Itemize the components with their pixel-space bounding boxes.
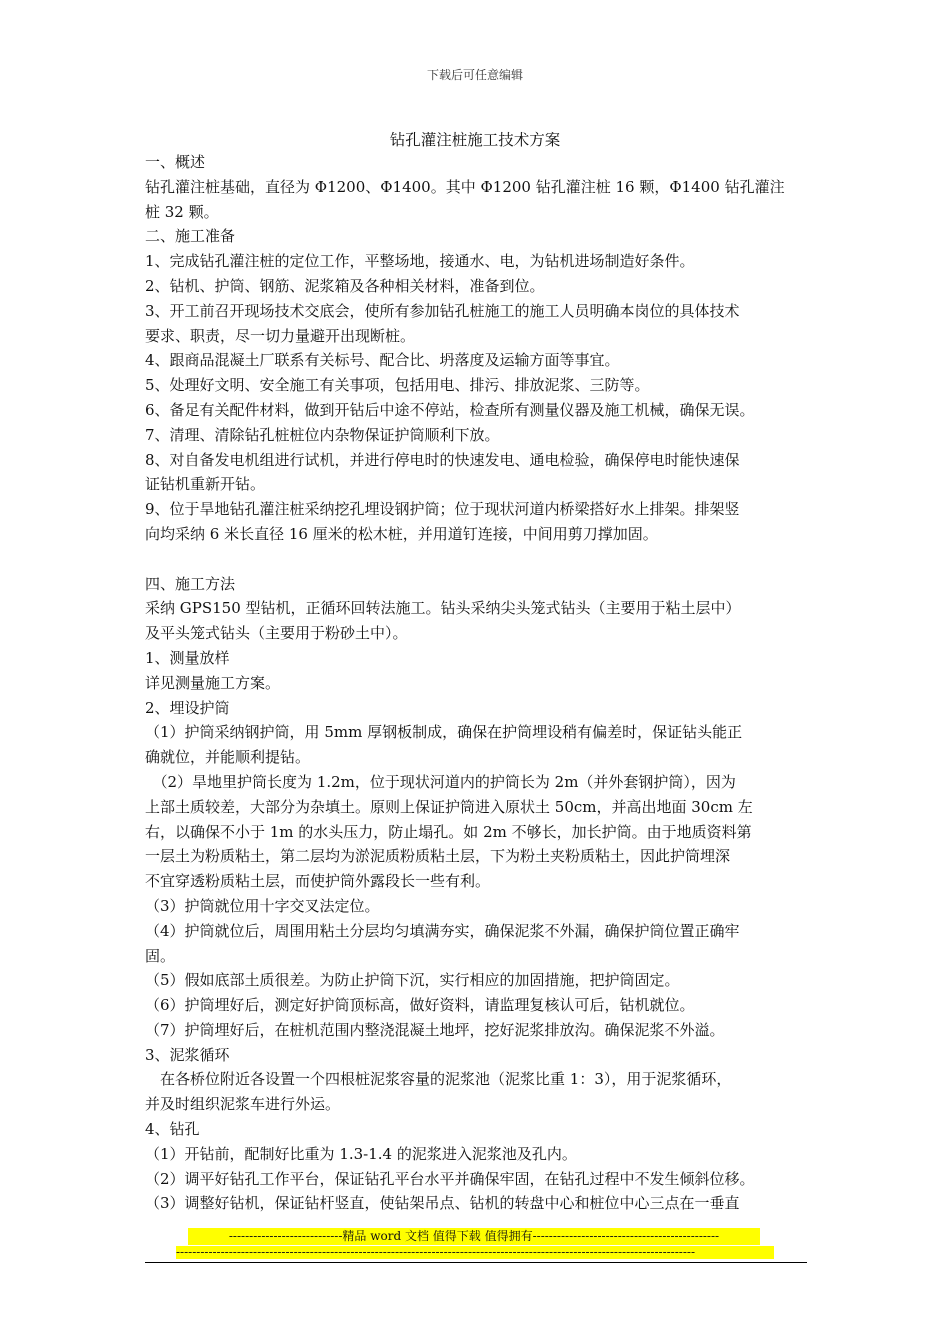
body-line: （6）护筒埋好后，测定好护筒顶标高，做好资料，请监理复核认可后，钻机就位。 (145, 996, 695, 1015)
body-line: （5）假如底部土质很差。为防止护筒下沉，实行相应的加固措施，把护筒固定。 (145, 971, 680, 990)
document-body (145, 150, 817, 1216)
body-line: 3、泥浆循环 (145, 1045, 230, 1064)
body-line: 证钻机重新开钻。 (145, 475, 266, 494)
body-line: （2）旱地里护筒长度为 1.2m，位于现状河道内的护筒长为 2m（并外套钢护筒），因为 (145, 772, 736, 791)
body-line: 要求、职责，尽一切力量避开出现断桩。 (145, 326, 416, 345)
document-title: 钻孔灌注桩施工技术方案 (389, 131, 561, 149)
body-line: 一层土为粉质粘土，第二层均为淤泥质粉质粘土层，下为粉土夹粉质粘土，因此护筒埋深 (145, 847, 731, 866)
body-line: 固。 (145, 946, 176, 965)
body-line: （4）护筒就位后，周围用粘土分层均匀填满夯实，确保泥浆不外漏，确保护筒位置正确牢 (145, 921, 740, 940)
body-line: 采纳 GPS150 型钻机，正循环回转法施工。钻头采纳尖头笼式钻头（主要用于粘土层中） (145, 599, 741, 618)
body-line: 桩 32 颗。 (145, 202, 219, 221)
body-line: 上部土质较差，大部分为杂填土。原则上保证护筒进入原状土 50cm，并高出地面 30cm 左 (145, 797, 753, 816)
body-line: （2）调平好钻孔工作平台，保证钻孔平台水平并确保牢固，在钻孔过程中不发生倾斜位移。 (145, 1169, 755, 1188)
body-line: 4、钻孔 (145, 1120, 200, 1139)
body-line: 钻孔灌注桩基础，直径为 Φ1200、Φ1400。其中 Φ1200 钻孔灌注桩 16 颗，Φ1400 钻孔灌注 (145, 177, 785, 196)
body-line: （1）护筒采纳钢护筒，用 5mm 厚钢板制成，确保在护筒埋设稍有偏差时，保证钻头能正 (145, 723, 743, 742)
body-line: 向均采纳 6 米长直径 16 厘米的松木桩，并用道钉连接，中间用剪刀撑加固。 (145, 524, 658, 543)
body-line: 2、钻机、护筒、钢筋、泥浆箱及各种相关材料，准备到位。 (145, 276, 545, 295)
body-line: 及平头笼式钻头（主要用于粉砂土中）。 (145, 624, 408, 643)
body-line: （3）调整好钻机，保证钻杆竖直，使钻架吊点、钻机的转盘中心和桩位中心三点在一垂直 (145, 1194, 740, 1213)
body-line: 1、测量放样 (145, 648, 230, 667)
footer-banner-line-2: -------------------------------------------------------------------------------------------------------------------------------- (176, 1246, 774, 1259)
body-line: 确就位，并能顺利提钻。 (145, 748, 311, 767)
footer-rule (145, 1262, 807, 1263)
body-line: 并及时组织泥浆车进行外运。 (145, 1095, 341, 1114)
body-line: 在各桥位附近各设置一个四根桩泥浆容量的泥浆池（泥浆比重 1：3），用于泥浆循环， (145, 1070, 732, 1089)
body-line: 一、概述 (145, 153, 206, 171)
body-line: 5、处理好文明、安全施工有关事项，包括用电、排污、排放泥浆、三防等。 (145, 376, 650, 395)
body-line: 详见测量施工方案。 (145, 673, 281, 692)
body-line: （7）护筒埋好后，在桩机范围内整浇混凝土地坪，挖好泥浆排放沟。确保泥浆不外溢。 (145, 1020, 725, 1039)
body-line: 右，以确保不小于 1m 的水头压力，防止塌孔。如 2m 不够长，加长护筒。由于地质资料第 (145, 822, 752, 841)
page-header: 下载后可任意编辑 (426, 68, 523, 82)
body-line: 二、施工准备 (145, 227, 236, 246)
footer-banner-line-1: ----------------------------精品 word 文档 值得下载 值得拥有---------------------------------------------- (188, 1228, 760, 1245)
body-line: 9、位于旱地钻孔灌注桩采纳挖孔埋设钢护筒；位于现状河道内桥梁搭好水上排架。排架竖 (145, 500, 740, 519)
body-line: （3）护筒就位用十字交叉法定位。 (145, 896, 380, 915)
body-line: （1）开钻前，配制好比重为 1.3-1.4 的泥浆进入泥浆池及孔内。 (145, 1144, 577, 1163)
body-line: 2、埋设护筒 (145, 698, 230, 717)
body-line: 四、施工方法 (145, 574, 236, 593)
body-line: 不宜穿透粉质粘土层，而使护筒外露段长一些有利。 (145, 872, 491, 891)
body-line: 4、跟商品混凝土厂联系有关标号、配合比、坍落度及运输方面等事宜。 (145, 351, 620, 370)
body-line: 3、开工前召开现场技术交底会，使所有参加钻孔桩施工的施工人员明确本岗位的具体技术 (145, 301, 740, 320)
body-line: 7、清理、清除钻孔桩桩位内杂物保证护筒顺利下放。 (145, 425, 500, 444)
body-line: 6、备足有关配件材料，做到开钻后中途不停站，检查所有测量仪器及施工机械，确保无误。 (145, 400, 755, 419)
body-line: 8、对自备发电机组进行试机，并进行停电时的快速发电、通电检验，确保停电时能快速保 (145, 450, 740, 469)
body-line: 1、完成钻孔灌注桩的定位工作，平整场地，接通水、电，为钻机进场制造好条件。 (145, 252, 695, 271)
blank-line (145, 547, 817, 572)
